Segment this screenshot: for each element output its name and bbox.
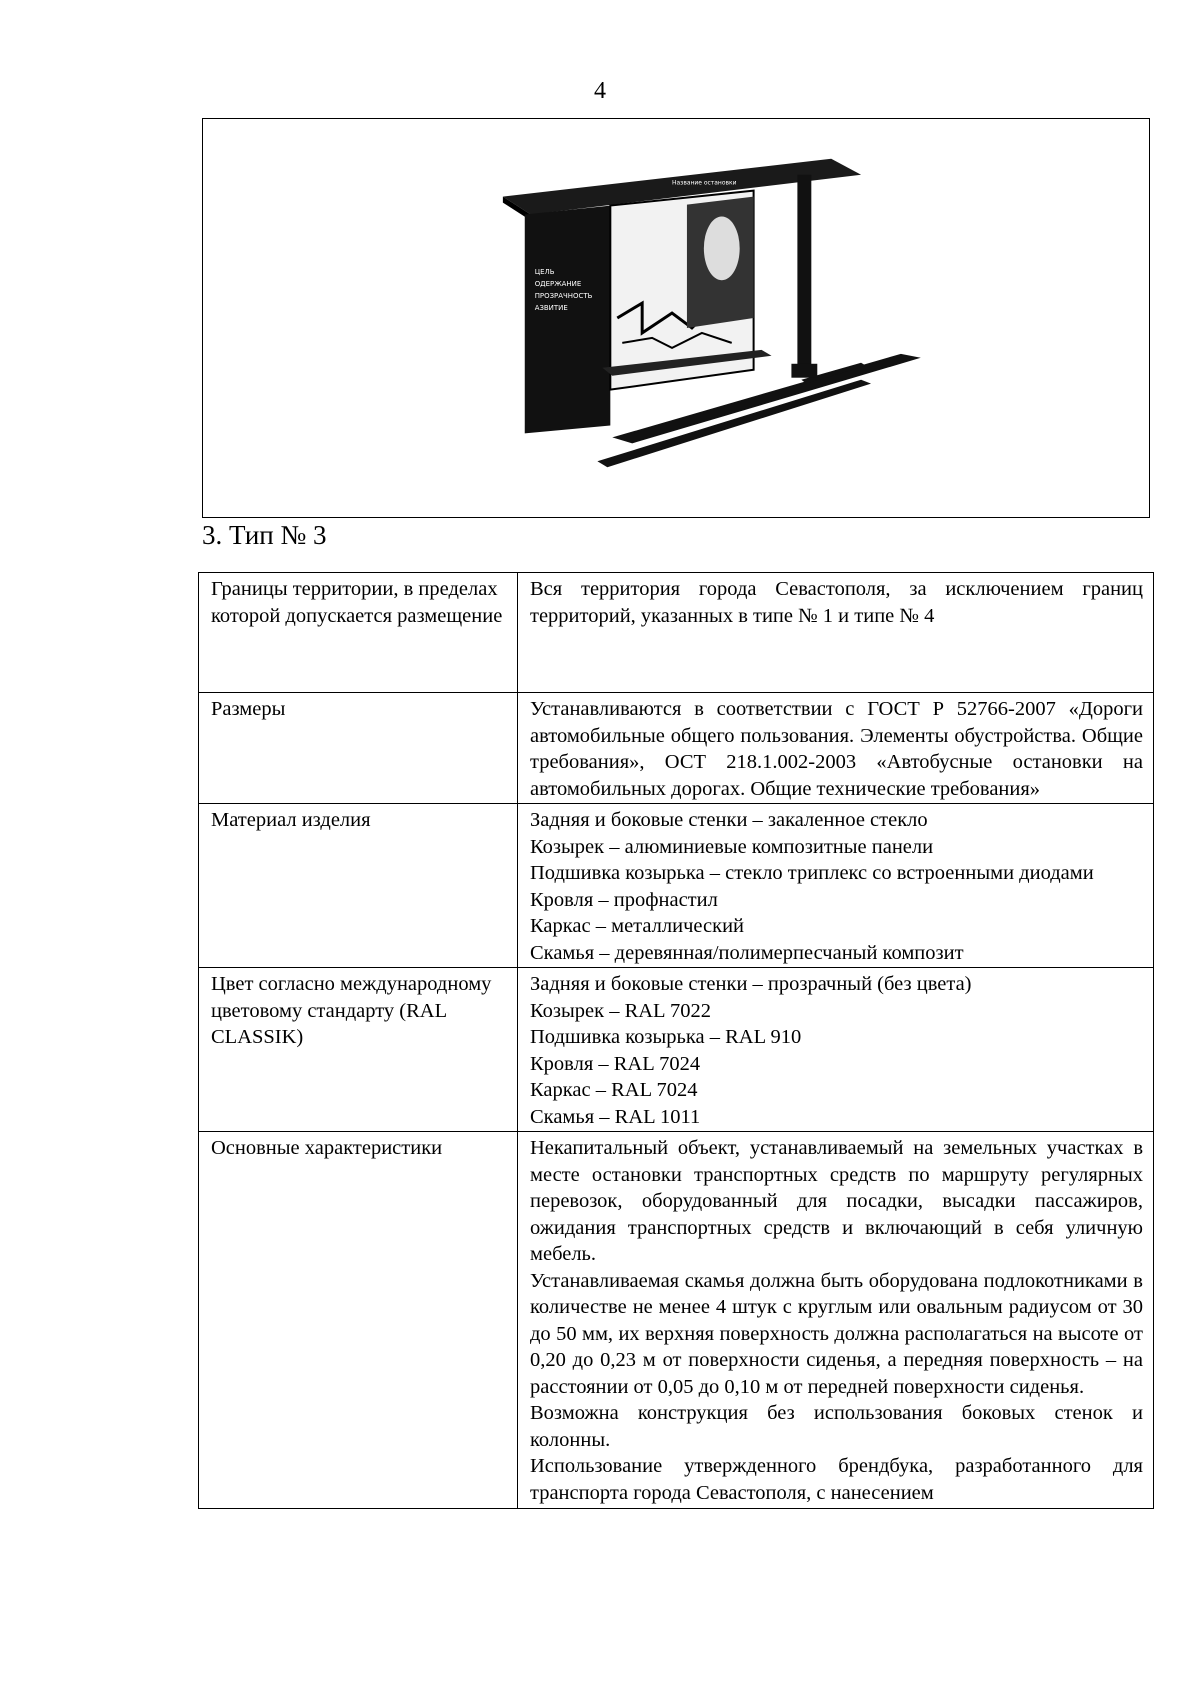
row-value bbox=[518, 804, 1154, 968]
panel-text-4: АЗВИТИЕ bbox=[534, 304, 568, 313]
value-paragraph: Кровля – профнастил bbox=[530, 888, 718, 911]
row-value bbox=[518, 968, 1154, 1132]
value-paragraph: Задняя и боковые стенки – закаленное стекло bbox=[530, 809, 928, 831]
value-paragraph: Устанавливаемая скамья должна быть оборудована подлокотниками в количестве не менее 4 штук с круглым или овальным радиусом от 30 до 50 мм, их верхняя поверхность должна располагаться на высоте от 0,20 до 0,23 м от поверхности сиденья, а передняя поверхность – на расстоянии от 0,05 до 0,10 м от передней поверхности сиденья. bbox=[530, 1269, 1143, 1398]
row-value bbox=[518, 693, 1154, 804]
row-label: Основные характеристики bbox=[199, 1132, 518, 1509]
value-paragraph: Козырек – RAL 7022 bbox=[530, 999, 711, 1022]
table-row bbox=[199, 1132, 1154, 1509]
value-paragraph: Использование утвержденного брендбука, разработанного для транспорта города Севастополя, с нанесением bbox=[530, 1455, 1143, 1504]
side-ad-panel bbox=[525, 206, 611, 434]
value-paragraph: Подшивка козырька – стекло триплекс со встроенными диодами bbox=[530, 862, 1094, 884]
value-paragraph: Каркас – металлический bbox=[530, 915, 745, 937]
value-paragraph: Козырек – алюминиевые композитные панели bbox=[530, 835, 934, 858]
panel-text-3: ПРОЗРАЧНОСТЬ bbox=[534, 292, 593, 301]
row-label: Размеры bbox=[199, 693, 518, 804]
value-paragraph: Кровля – RAL 7024 bbox=[530, 1052, 701, 1075]
support-column bbox=[797, 175, 811, 374]
row-label: Цвет согласно международному цветовому стандарту (RAL CLASSIK) bbox=[199, 968, 518, 1132]
stop-name-sign: Название остановки bbox=[672, 179, 737, 187]
poster-figure bbox=[704, 217, 740, 281]
value-paragraph: Возможна конструкция без использования боковых стенок и колонны. bbox=[530, 1402, 1143, 1451]
specs-table bbox=[198, 572, 1154, 1509]
row-value bbox=[518, 1132, 1154, 1509]
value-paragraph: Каркас – RAL 7024 bbox=[530, 1079, 698, 1101]
row-label: Материал изделия bbox=[199, 804, 518, 968]
row-value bbox=[518, 573, 1154, 693]
page-number: 4 bbox=[594, 78, 606, 104]
panel-text-2: ОДЕРЖАНИЕ bbox=[534, 280, 582, 289]
panel-text-1: ЦЕЛЬ bbox=[534, 268, 555, 277]
bus-stop-drawing bbox=[203, 119, 1149, 517]
value-paragraph: Устанавливаются в соответствии с ГОСТ Р 52766-2007 «Дороги автомобильные общего пользования. Элементы обустройства. Общие требования», ОСТ 218.1.002-2003 «Автобусные остановки на автомобильных дорогах. Общие технические требования» bbox=[530, 698, 1143, 800]
column-base bbox=[791, 364, 817, 378]
value-paragraph: Скамья – деревянная/полимерпесчаный композит bbox=[530, 941, 964, 964]
value-paragraph: Вся территория города Севастополя, за исключением границ территорий, указанных в типе № 1 и типе № 4 bbox=[530, 578, 1143, 627]
section-heading: 3. Тип № 3 bbox=[202, 520, 327, 550]
table-row bbox=[199, 573, 1154, 693]
value-paragraph: Задняя и боковые стенки – прозрачный (без цвета) bbox=[530, 973, 972, 995]
row-label: Границы территории, в пределах которой допускается размещение bbox=[199, 573, 518, 693]
table-row bbox=[199, 804, 1154, 968]
value-paragraph: Некапитальный объект, устанавливаемый на земельных участках в месте остановки транспортных средств по маршруту регулярных перевозок, оборудованный для посадки, высадки пассажиров, ожидания транспортных средств и включающий в себя уличную мебель. bbox=[530, 1137, 1143, 1265]
value-paragraph: Скамья – RAL 1011 bbox=[530, 1105, 701, 1128]
value-paragraph: Подшивка козырька – RAL 910 bbox=[530, 1026, 802, 1048]
curb-strip-2 bbox=[597, 380, 871, 468]
table-row bbox=[199, 968, 1154, 1132]
table-row bbox=[199, 693, 1154, 804]
bus-stop-illustration bbox=[202, 118, 1150, 518]
